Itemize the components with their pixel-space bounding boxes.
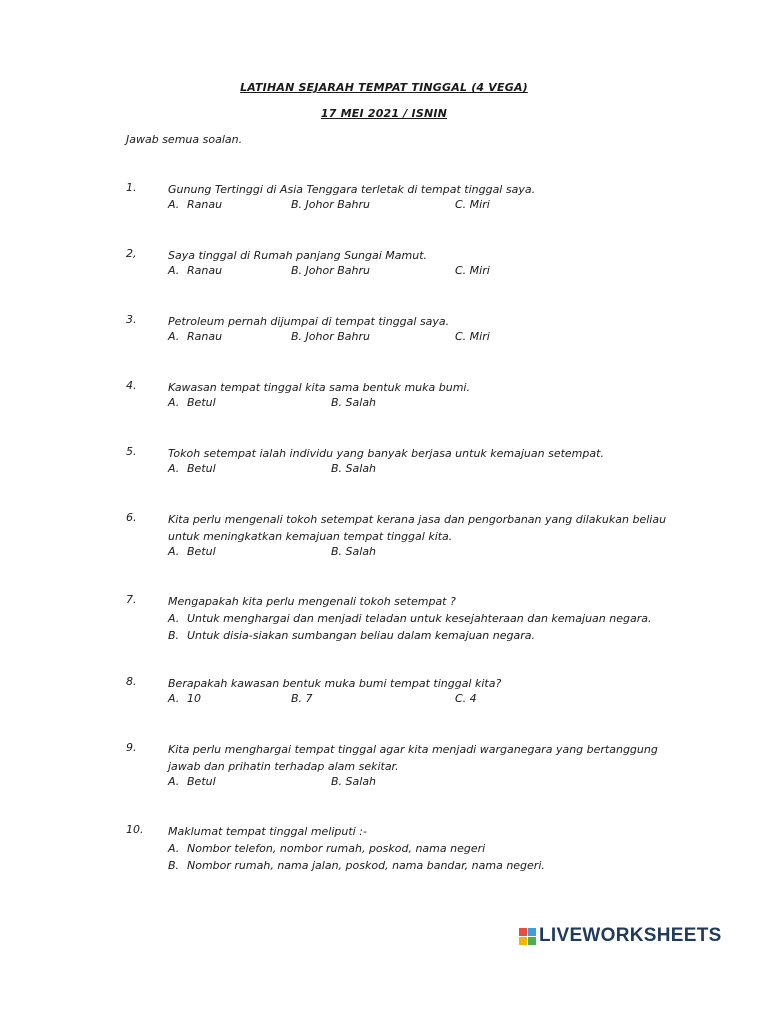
option-letter: A. [168,842,180,855]
question-line: Kita perlu mengenali tokoh setempat kerana jasa dan pengorbanan yang dilakukan beliau [168,513,667,526]
logo-square [519,928,527,936]
answer-option[interactable] [168,462,216,475]
question-number: 10. [126,823,144,836]
question-number: 8. [126,675,137,688]
option-text: Betul [187,775,216,788]
option-text: Nombor telefon, nombor rumah, poskod, nama negeri [187,842,486,855]
answer-option[interactable] [291,198,370,211]
worksheet-title: LATIHAN SEJARAH TEMPAT TINGGAL (4 VEGA) [240,81,528,94]
answer-option[interactable] [168,198,222,211]
answer-options [168,775,688,792]
answer-option[interactable] [331,775,376,788]
question-number: 3. [126,313,137,326]
option-text: Ranau [187,198,223,211]
option-text: C. Miri [455,198,490,211]
question-text [168,593,668,610]
answer-option[interactable] [331,462,376,475]
answer-options [168,545,688,562]
question-text [168,313,668,330]
question-text [168,675,668,692]
answer-options [168,264,688,281]
logo-square [519,937,527,945]
answer-option[interactable] [291,264,370,277]
option-text: Betul [187,462,216,475]
question-text [168,181,668,198]
answer-options [168,840,688,874]
option-letter: A. [168,545,180,558]
option-text: B. Salah [331,396,377,409]
question-line: Petroleum pernah dijumpai di tempat tinggal saya. [168,315,450,328]
answer-option[interactable] [168,330,222,343]
question-line: Kita perlu menghargai tempat tinggal agar kita menjadi warganegara yang bertanggung [168,743,658,756]
option-letter: A. [168,198,180,211]
logo-square [528,937,536,945]
option-letter: A. [168,396,180,409]
answer-option[interactable] [455,198,490,211]
question-number: 4. [126,379,137,392]
option-text: B. Salah [331,775,377,788]
worksheet-date: 17 MEI 2021 / ISNIN [320,107,448,120]
answer-options [168,396,688,413]
option-text: B. Johor Bahru [291,264,370,277]
answer-option[interactable] [455,330,490,343]
question-number: 6. [126,511,137,524]
liveworksheets-logo [519,924,722,948]
option-letter: A. [168,330,180,343]
logo-grid-icon [519,928,536,945]
option-text: Betul [187,396,216,409]
option-text: B. Salah [331,462,377,475]
option-letter: B. [168,629,180,642]
option-letter: B. [168,859,180,872]
option-text: Nombor rumah, nama jalan, poskod, nama bandar, nama negeri. [187,859,545,872]
option-letter: A. [168,775,180,788]
answer-option[interactable] [168,264,222,277]
option-text: B. Salah [331,545,377,558]
answer-option[interactable] [168,545,216,558]
question-line: untuk meningkatkan kemajuan tempat tinggal kita. [168,530,453,543]
question-number: 1. [126,181,137,194]
answer-option[interactable] [168,610,688,627]
option-text: 10 [187,692,201,705]
answer-options [168,198,688,215]
question-number: 7. [126,593,137,606]
question-text [168,445,668,462]
logo-square [528,928,536,936]
question-number: 5. [126,445,137,458]
answer-option[interactable] [168,840,688,857]
answer-options [168,692,688,709]
option-text: B. 7 [291,692,313,705]
answer-option[interactable] [455,264,490,277]
question-line: Kawasan tempat tinggal kita sama bentuk muka bumi. [168,381,470,394]
option-text: B. Johor Bahru [291,330,370,343]
answer-option[interactable] [168,692,201,705]
question-text [168,741,668,775]
answer-option[interactable] [291,692,313,705]
answer-options [168,330,688,347]
question-line: Tokoh setempat ialah individu yang banyak berjasa untuk kemajuan setempat. [168,447,604,460]
answer-options [168,462,688,479]
option-text: Ranau [187,330,223,343]
question-line: Saya tinggal di Rumah panjang Sungai Mamut. [168,249,428,262]
answer-option[interactable] [168,396,216,409]
answer-option[interactable] [455,692,477,705]
option-text: Ranau [187,264,223,277]
answer-option[interactable] [291,330,370,343]
question-text [168,511,668,545]
answer-option[interactable] [331,396,376,409]
question-number: 2, [126,247,137,260]
question-text [168,379,668,396]
question-line: jawab dan prihatin terhadap alam sekitar. [168,760,399,773]
option-text: B. Johor Bahru [291,198,370,211]
option-letter: A. [168,692,180,705]
answer-option[interactable] [331,545,376,558]
question-number: 9. [126,741,137,754]
answer-option[interactable] [168,775,216,788]
question-text [168,823,668,840]
answer-option[interactable] [168,627,688,644]
instruction: Jawab semua soalan. [126,133,243,146]
option-text: C. Miri [455,264,490,277]
option-text: C. 4 [455,692,477,705]
question-line: Mengapakah kita perlu mengenali tokoh setempat ? [168,595,456,608]
option-letter: A. [168,462,180,475]
question-line: Berapakah kawasan bentuk muka bumi tempat tinggal kita? [168,677,502,690]
question-text [168,247,668,264]
question-line: Maklumat tempat tinggal meliputi :- [168,825,367,838]
option-letter: A. [168,264,180,277]
answer-options [168,610,688,644]
option-text: C. Miri [455,330,490,343]
question-line: Gunung Tertinggi di Asia Tenggara terletak di tempat tinggal saya. [168,183,536,196]
option-text: Betul [187,545,216,558]
logo-text: LIVEWORKSHEETS [539,925,722,946]
option-text: Untuk disia-siakan sumbangan beliau dalam kemajuan negara. [187,629,535,642]
option-text: Untuk menghargai dan menjadi teladan untuk kesejahteraan dan kemajuan negara. [187,612,652,625]
answer-option[interactable] [168,857,688,874]
option-letter: A. [168,612,180,625]
